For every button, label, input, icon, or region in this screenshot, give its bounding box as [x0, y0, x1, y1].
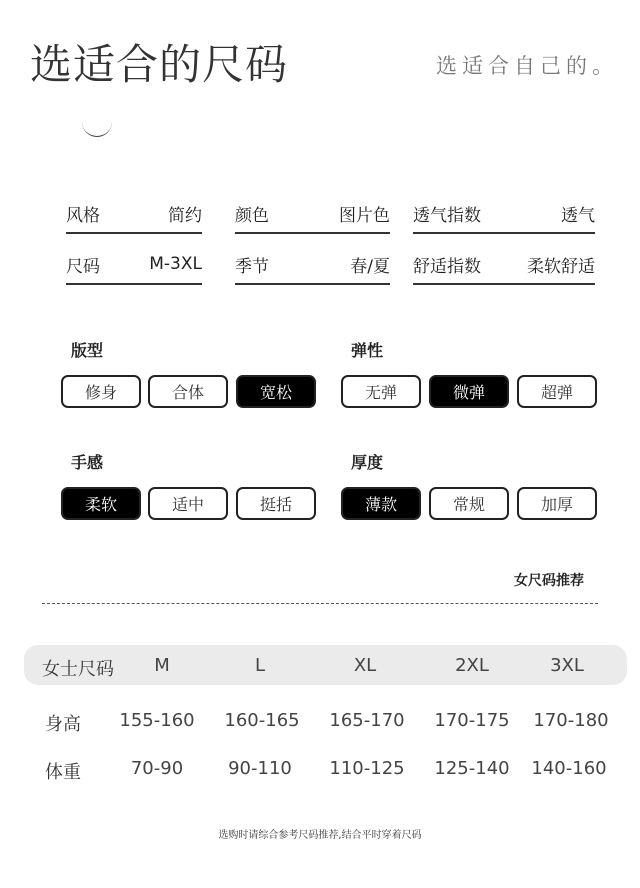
attribute-breathability	[413, 202, 595, 234]
attribute-value: 图片色	[339, 205, 390, 226]
size-table-header-cell: XL	[353, 655, 377, 676]
attribute-color	[235, 202, 390, 234]
attribute-value: 春/夏	[350, 256, 390, 277]
option-elasticity-none[interactable]: 无弹	[341, 375, 421, 408]
table-cell: 140-160	[531, 758, 607, 779]
attribute-label: 季节	[235, 256, 269, 277]
option-feel-soft[interactable]: 柔软	[61, 487, 141, 520]
attribute-value: 简约	[168, 205, 202, 226]
smile-decoration	[82, 108, 112, 137]
attribute-label: 透气指数	[413, 205, 481, 226]
option-fit-loose[interactable]: 宽松	[236, 375, 316, 408]
option-thickness-thick[interactable]: 加厚	[517, 487, 597, 520]
group-label-feel: 手感	[71, 453, 104, 472]
size-recommendation-label: 女尺码推荐	[514, 573, 584, 589]
attribute-value: 透气	[561, 205, 595, 226]
table-cell: 165-170	[329, 710, 405, 731]
option-feel-medium[interactable]: 适中	[148, 487, 228, 520]
table-cell: 110-125	[329, 758, 405, 779]
size-table-header-cell: L	[254, 655, 266, 676]
size-table-header-cell: 3XL	[550, 655, 584, 676]
attribute-label: 尺码	[66, 256, 100, 277]
group-label-elasticity: 弹性	[351, 341, 384, 360]
table-cell: 155-160	[119, 710, 195, 731]
table-cell: 90-110	[228, 758, 292, 779]
group-label-thickness: 厚度	[351, 453, 384, 472]
table-cell: 70-90	[130, 758, 184, 779]
page-subtitle: 选适合自己的。	[436, 54, 618, 78]
attribute-comfort	[413, 253, 595, 285]
size-table-header-cell: M	[154, 655, 170, 676]
option-thickness-regular[interactable]: 常规	[429, 487, 509, 520]
table-cell: 170-180	[533, 710, 609, 731]
option-feel-crisp[interactable]: 挺括	[236, 487, 316, 520]
group-label-fit: 版型	[71, 341, 104, 360]
option-thickness-thin[interactable]: 薄款	[341, 487, 421, 520]
table-cell: 160-165	[224, 710, 300, 731]
option-elasticity-super[interactable]: 超弹	[517, 375, 597, 408]
attribute-season	[235, 253, 390, 285]
row-label-height: 身高	[45, 714, 81, 735]
attribute-label: 舒适指数	[413, 256, 481, 277]
table-cell: 170-175	[434, 710, 510, 731]
size-table-header-cell: 2XL	[455, 655, 489, 676]
attribute-value: M-3XL	[149, 254, 202, 274]
option-fit-slim[interactable]: 修身	[61, 375, 141, 408]
dashed-divider	[42, 603, 598, 604]
option-elasticity-slight[interactable]: 微弹	[429, 375, 509, 408]
footer-note: 选购时请综合参考尺码推荐,结合平时穿着尺码	[218, 830, 422, 841]
page-title: 选适合的尺码	[30, 40, 289, 89]
row-label-weight: 体重	[45, 762, 81, 783]
attribute-size	[66, 253, 202, 285]
attribute-label: 风格	[66, 205, 100, 226]
attribute-label: 颜色	[235, 205, 269, 226]
table-cell: 125-140	[434, 758, 510, 779]
option-fit-regular[interactable]: 合体	[148, 375, 228, 408]
attribute-style	[66, 202, 202, 234]
size-table-header-label: 女士尺码	[42, 659, 114, 680]
attribute-value: 柔软舒适	[527, 256, 595, 277]
